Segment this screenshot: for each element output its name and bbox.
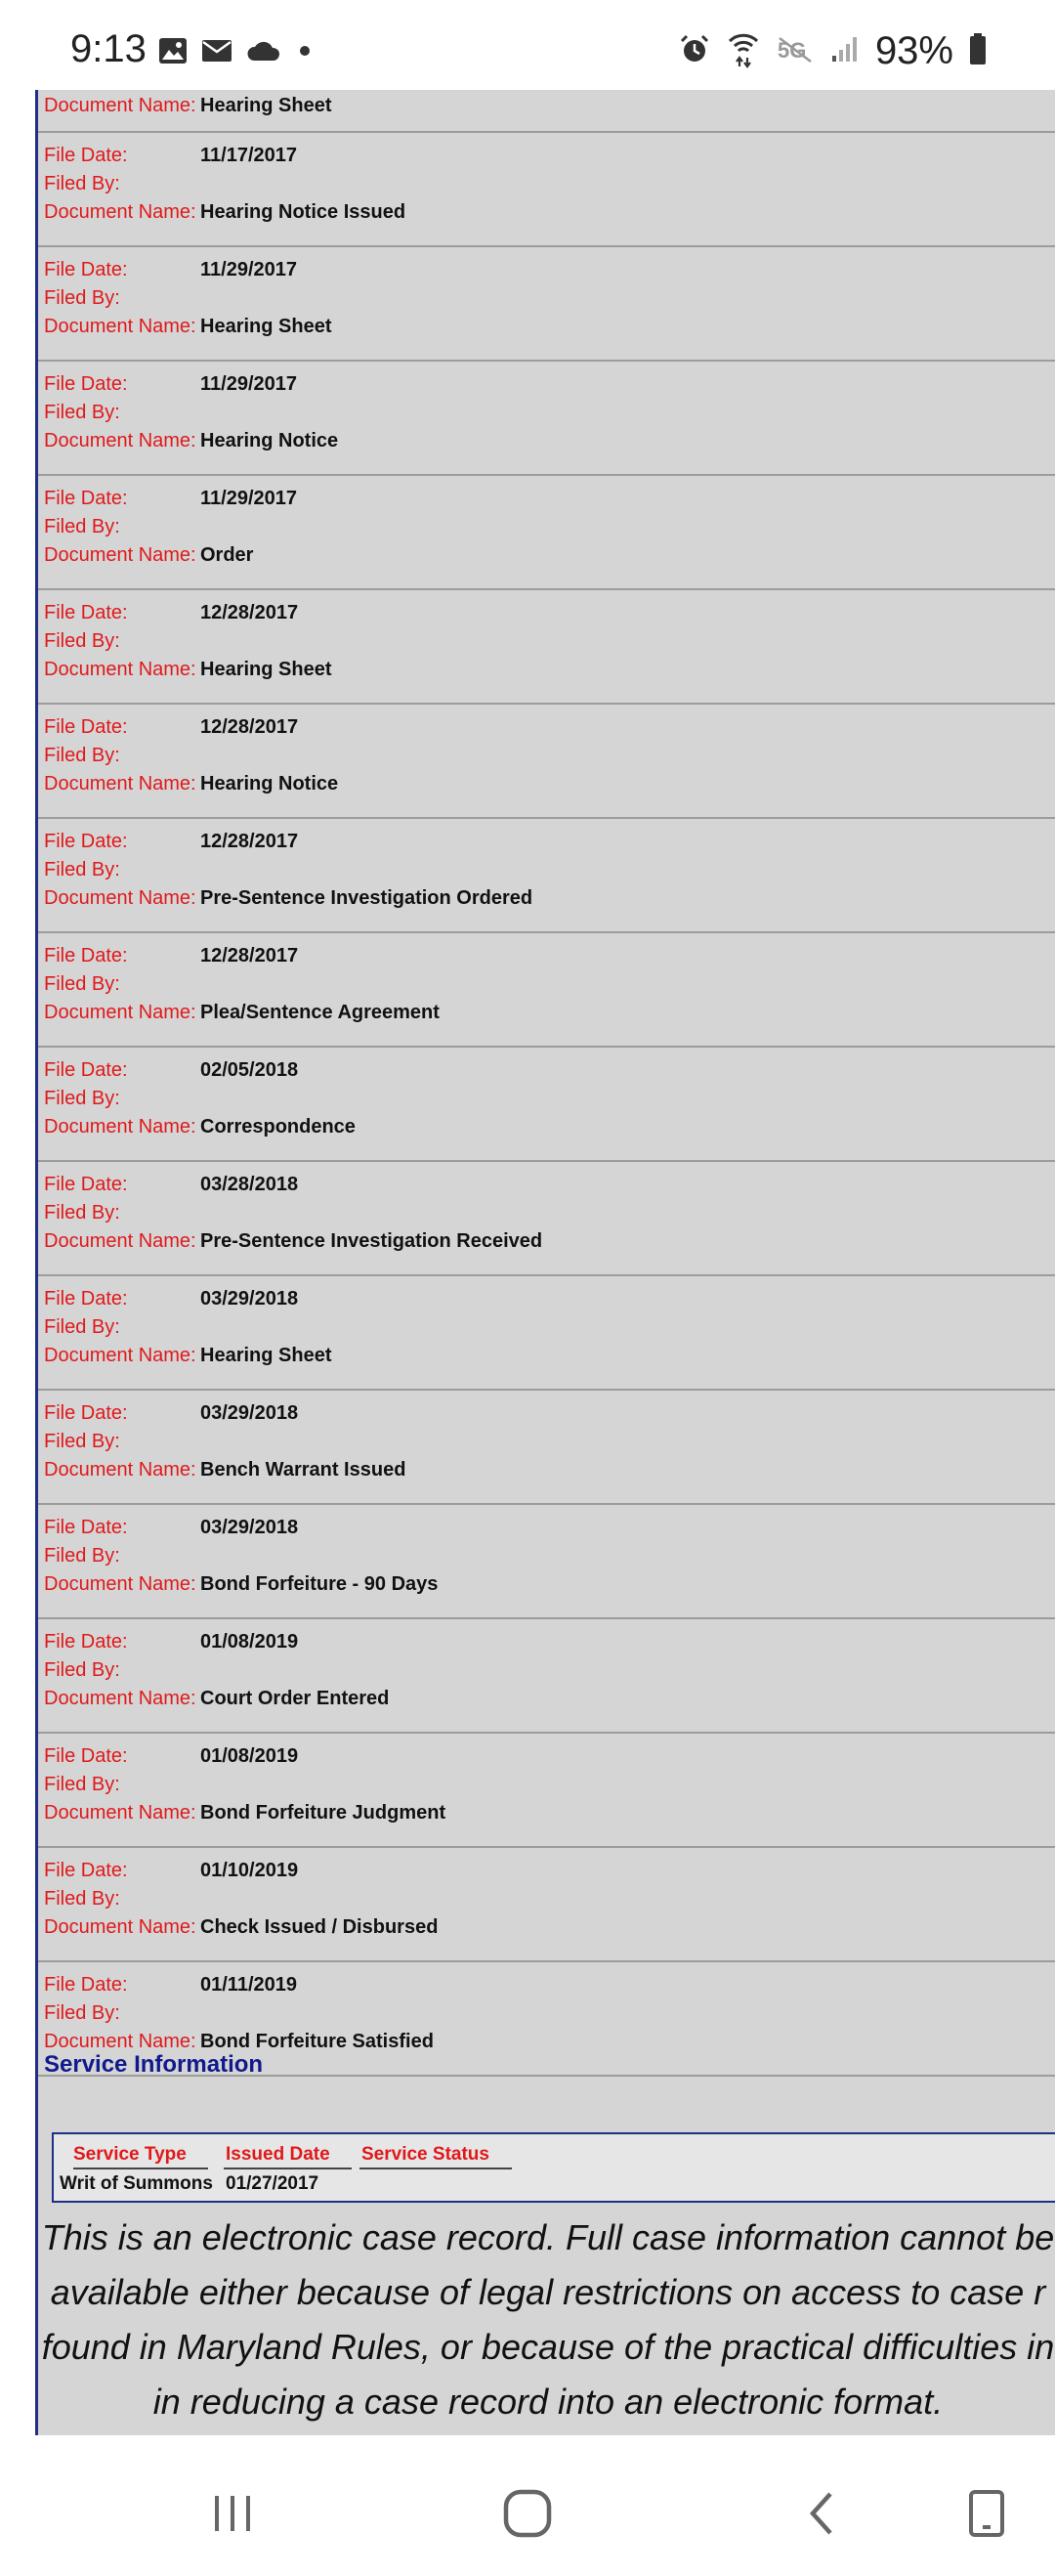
document-name-label: Document Name:	[44, 1345, 196, 1366]
file-date-label: File Date:	[44, 1631, 128, 1653]
document-name-value: Hearing Sheet	[200, 1345, 332, 1366]
file-date-label: File Date:	[44, 145, 128, 166]
navigation-bar	[0, 2437, 1055, 2576]
document-name-value: Pre-Sentence Investigation Received	[200, 1230, 543, 1252]
document-entry	[38, 476, 1055, 590]
document-name-value: Bond Forfeiture Satisfied	[200, 2031, 434, 2052]
document-name-label: Document Name:	[44, 659, 196, 680]
document-entry	[38, 1848, 1055, 1962]
document-name-value: Plea/Sentence Agreement	[200, 1002, 440, 1023]
document-name-label: Document Name:	[44, 316, 196, 337]
file-date-value: 11/29/2017	[200, 373, 297, 395]
mail-icon	[201, 38, 232, 68]
filed-by-label: Filed By:	[44, 745, 120, 766]
service-type-header: Service Type	[73, 2144, 208, 2169]
document-name-label: Document Name:	[44, 1116, 196, 1138]
file-date-value: 01/10/2019	[200, 1860, 299, 1881]
document-entry	[38, 590, 1055, 705]
file-date-label: File Date:	[44, 1745, 128, 1767]
document-name-label: Document Name:	[44, 887, 196, 909]
alarm-icon	[678, 32, 711, 70]
service-type-cell: Writ of Summons	[60, 2173, 213, 2194]
filed-by-label: Filed By:	[44, 1316, 120, 1338]
file-date-label: File Date:	[44, 259, 128, 280]
document-name-label: Document Name:	[44, 1688, 196, 1709]
file-date-value: 03/29/2018	[200, 1517, 299, 1538]
recent-apps-icon[interactable]	[203, 2484, 262, 2543]
signal-icon	[830, 34, 860, 68]
notice-line: in reducing a case record into an electronic format.	[152, 2382, 944, 2422]
file-date-value: 01/11/2019	[200, 1974, 297, 1996]
filed-by-label: Filed By:	[44, 287, 120, 309]
file-date-value: 11/29/2017	[200, 259, 297, 280]
document-entry	[38, 1619, 1055, 1734]
wifi-icon	[727, 29, 760, 73]
document-entry	[38, 362, 1055, 476]
file-date-value: 03/29/2018	[200, 1288, 299, 1309]
file-date-label: File Date:	[44, 1517, 128, 1538]
back-icon[interactable]	[793, 2484, 852, 2543]
document-name-value: Bench Warrant Issued	[200, 1459, 406, 1481]
document-name-label: Document Name:	[44, 201, 196, 223]
cloud-icon	[246, 39, 281, 67]
document-name-value: Correspondence	[200, 1116, 356, 1138]
document-name-value: Court Order Entered	[200, 1688, 390, 1709]
filed-by-label: Filed By:	[44, 1774, 120, 1795]
file-date-label: File Date:	[44, 945, 128, 966]
document-name-value: Hearing Sheet	[200, 95, 332, 116]
document-name-label: Document Name:	[44, 773, 196, 794]
file-date-label: File Date:	[44, 1059, 128, 1081]
document-name-label: Document Name:	[44, 1573, 196, 1595]
file-date-label: File Date:	[44, 1402, 128, 1424]
document-entry	[38, 1391, 1055, 1505]
document-name-value: Hearing Notice	[200, 430, 339, 451]
file-date-value: 11/17/2017	[200, 145, 297, 166]
file-date-label: File Date:	[44, 602, 128, 623]
notice-line: found in Maryland Rules, or because of the practical difficulties in	[41, 2327, 1055, 2367]
5g-off-icon	[776, 34, 815, 68]
filed-by-label: Filed By:	[44, 1545, 120, 1567]
rotate-icon[interactable]	[957, 2484, 1016, 2543]
document-name-value: Hearing Notice Issued	[200, 201, 406, 223]
issued-date-header: Issued Date	[224, 2144, 352, 2169]
status-bar	[0, 0, 1055, 90]
file-date-value: 03/29/2018	[200, 1402, 299, 1424]
document-entry	[38, 90, 1055, 133]
document-name-value: Pre-Sentence Investigation Ordered	[200, 887, 533, 909]
case-record-page	[35, 90, 1055, 2435]
document-entry	[38, 1162, 1055, 1276]
document-entry	[38, 705, 1055, 819]
document-name-label: Document Name:	[44, 1916, 196, 1938]
home-icon[interactable]	[498, 2484, 557, 2543]
document-name-label: Document Name:	[44, 95, 196, 116]
document-entry	[38, 933, 1055, 1048]
notice-line: This is an electronic case record. Full case information cannot be	[41, 2217, 1055, 2257]
file-date-label: File Date:	[44, 1974, 128, 1996]
document-list	[38, 133, 1055, 2077]
filed-by-label: Filed By:	[44, 516, 120, 537]
filed-by-label: Filed By:	[44, 1888, 120, 1910]
issued-date-cell: 01/27/2017	[226, 2173, 319, 2194]
file-date-value: 12/28/2017	[200, 831, 299, 852]
file-date-value: 12/28/2017	[200, 716, 299, 738]
document-entry	[38, 247, 1055, 362]
dot-icon	[295, 41, 315, 65]
document-name-value: Hearing Sheet	[200, 659, 332, 680]
filed-by-label: Filed By:	[44, 2002, 120, 2024]
image-icon	[158, 37, 188, 69]
file-date-label: File Date:	[44, 716, 128, 738]
status-time: 9:13	[70, 27, 147, 70]
document-name-label: Document Name:	[44, 544, 196, 566]
notice-line: available either because of legal restrictions on access to case r	[50, 2272, 1046, 2312]
file-date-value: 01/08/2019	[200, 1631, 299, 1653]
file-date-label: File Date:	[44, 1174, 128, 1195]
document-name-label: Document Name:	[44, 2031, 196, 2052]
document-name-value: Hearing Sheet	[200, 316, 332, 337]
file-date-value: 02/05/2018	[200, 1059, 299, 1081]
document-entry	[38, 133, 1055, 247]
svg-text:5G: 5G	[777, 38, 807, 63]
file-date-label: File Date:	[44, 831, 128, 852]
filed-by-label: Filed By:	[44, 859, 120, 880]
document-entry	[38, 1276, 1055, 1391]
battery-icon	[969, 32, 987, 70]
document-entry	[38, 819, 1055, 933]
filed-by-label: Filed By:	[44, 1088, 120, 1109]
file-date-label: File Date:	[44, 488, 128, 509]
electronic-record-notice	[38, 2211, 1055, 2429]
service-information-heading: Service Information	[44, 2051, 264, 2078]
filed-by-label: Filed By:	[44, 402, 120, 423]
document-entry	[38, 1734, 1055, 1848]
service-status-header: Service Status	[359, 2144, 512, 2169]
document-name-label: Document Name:	[44, 1802, 196, 1824]
document-name-label: Document Name:	[44, 1230, 196, 1252]
filed-by-label: Filed By:	[44, 973, 120, 995]
document-name-value: Order	[200, 544, 254, 566]
document-name-value: Bond Forfeiture Judgment	[200, 1802, 446, 1824]
file-date-label: File Date:	[44, 373, 128, 395]
document-name-value: Hearing Notice	[200, 773, 339, 794]
filed-by-label: Filed By:	[44, 630, 120, 652]
file-date-label: File Date:	[44, 1288, 128, 1309]
file-date-value: 01/08/2019	[200, 1745, 299, 1767]
filed-by-label: Filed By:	[44, 173, 120, 194]
file-date-label: File Date:	[44, 1860, 128, 1881]
document-entry	[38, 1048, 1055, 1162]
document-name-value: Check Issued / Disbursed	[200, 1916, 439, 1938]
service-table	[52, 2132, 1055, 2203]
file-date-value: 12/28/2017	[200, 602, 299, 623]
filed-by-label: Filed By:	[44, 1202, 120, 1224]
document-name-label: Document Name:	[44, 430, 196, 451]
document-name-label: Document Name:	[44, 1002, 196, 1023]
document-entry	[38, 1505, 1055, 1619]
file-date-value: 03/28/2018	[200, 1174, 299, 1195]
document-name-value: Bond Forfeiture - 90 Days	[200, 1573, 439, 1595]
battery-percent: 93%	[874, 29, 953, 72]
document-name-label: Document Name:	[44, 1459, 196, 1481]
filed-by-label: Filed By:	[44, 1659, 120, 1681]
file-date-value: 12/28/2017	[200, 945, 299, 966]
filed-by-label: Filed By:	[44, 1431, 120, 1452]
file-date-value: 11/29/2017	[200, 488, 297, 509]
